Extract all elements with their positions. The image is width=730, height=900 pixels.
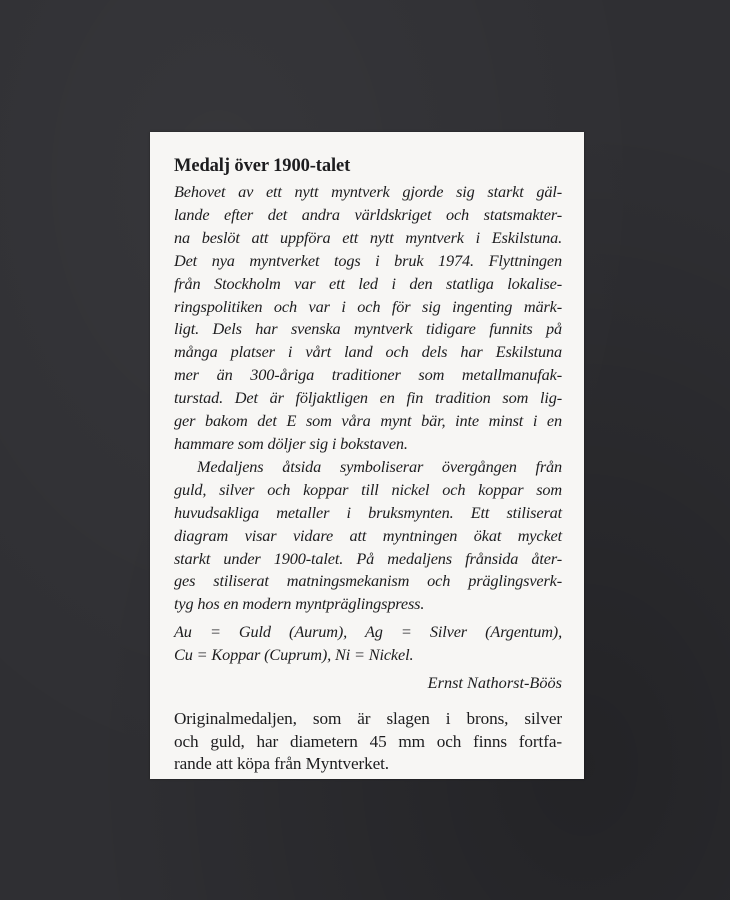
element-legend — [174, 621, 562, 667]
paragraph-line: diagram visar vidare att myntningen ökat mycket — [174, 525, 562, 545]
paragraph-medal-description — [174, 456, 562, 616]
note-line: rande att köpa från Myntverket. — [174, 754, 390, 774]
text-card — [150, 132, 584, 779]
paragraph-line: ger bakom det E som våra mynt bär, inte minst i en — [174, 411, 562, 431]
paragraph-line: mer än 300-åriga traditioner som metallmanufak- — [174, 365, 562, 385]
legend-line: Au = Guld (Aurum), Ag = Silver (Argentum), — [174, 622, 562, 642]
paragraph-line: lande efter det andra världskriget och statsmakter- — [174, 204, 562, 224]
paragraph-history — [174, 181, 562, 456]
paragraph-line: ringspolitiken och var i och för sig ingenting märk- — [174, 296, 562, 316]
paragraph-line: hammare som döljer sig i bokstaven. — [174, 433, 408, 453]
paragraph-line: ges stiliserat matningsmekanism och präglingsverk- — [174, 571, 562, 591]
paragraph-line: na beslöt att uppföra ett nytt myntverk i Eskilstuna. — [174, 227, 562, 247]
paragraph-line: guld, silver och koppar till nickel och koppar som — [174, 479, 562, 499]
paragraph-line: huvudsakliga metaller i bruksmynten. Ett stiliserat — [174, 502, 562, 522]
paragraph-line: Behovet av ett nytt myntverk gjorde sig starkt gäl- — [174, 182, 562, 201]
paragraph-line: Medaljens åtsida symboliserar övergången från — [197, 456, 562, 476]
author-signature: Ernst Nathorst-Böös — [427, 673, 562, 693]
paragraph-line: Det nya myntverket togs i bruk 1974. Flyttningen — [174, 250, 562, 270]
paragraph-line: ligt. Dels har svenska myntverk tidigare funnits på — [174, 319, 562, 339]
page-title: Medalj över 1900-talet — [174, 156, 351, 176]
paragraph-line: många platser i vårt land och dels har Eskilstuna — [174, 342, 562, 362]
paragraph-line: turstad. Det är följaktligen en fin tradition som lig- — [174, 388, 562, 408]
paragraph-line: tyg hos en modern myntpräglingspress. — [174, 594, 425, 614]
note-line: och guld, har diametern 45 mm och finns fortfa- — [174, 731, 562, 751]
purchase-note — [174, 708, 562, 776]
legend-line: Cu = Koppar (Cuprum), Ni = Nickel. — [174, 645, 414, 665]
paragraph-line: starkt under 1900-talet. På medaljens frånsida åter- — [174, 548, 562, 568]
note-line: Originalmedaljen, som är slagen i brons, silver — [174, 709, 562, 729]
paragraph-line: från Stockholm var ett led i den statliga lokalise- — [174, 273, 562, 293]
